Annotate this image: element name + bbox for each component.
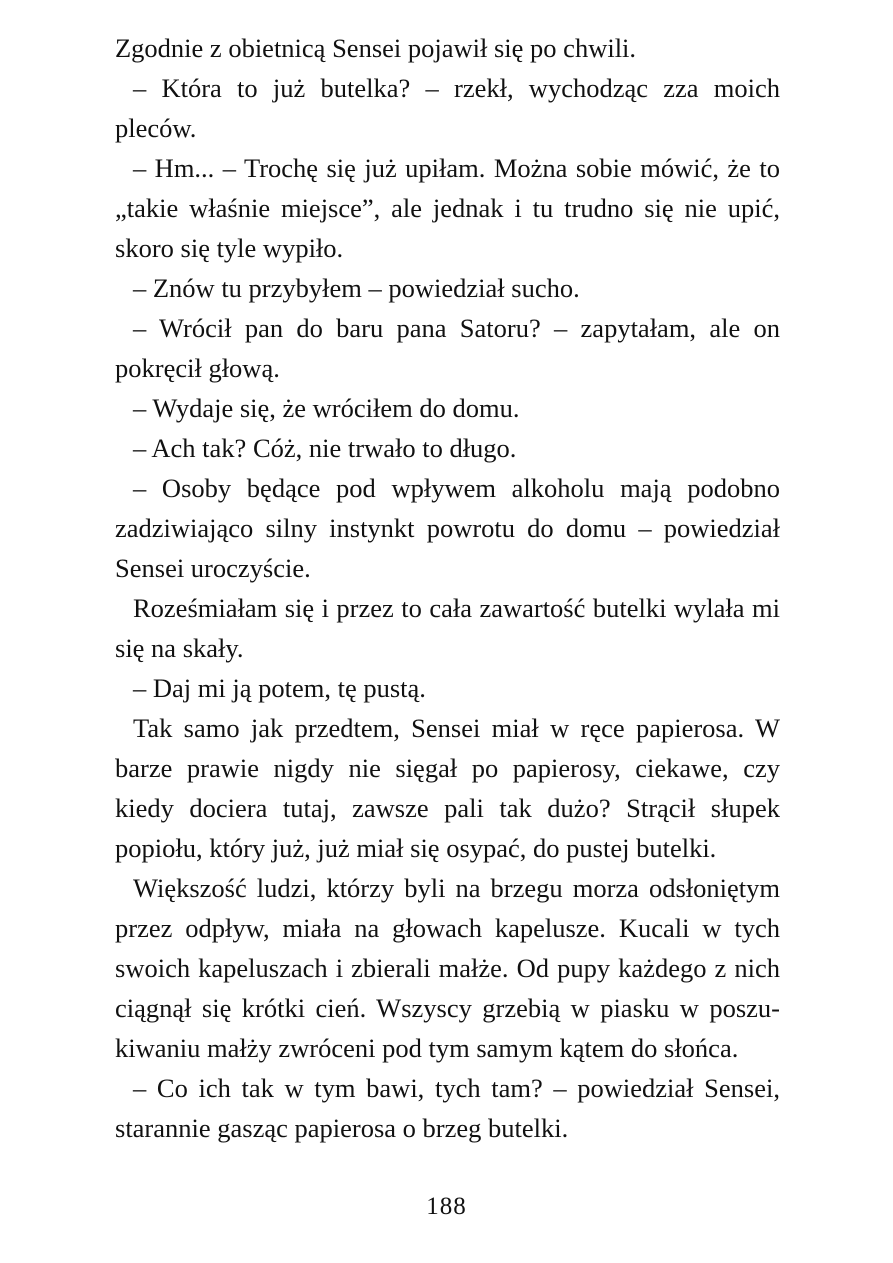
paragraph-13: – Co ich tak w tym bawi, tych tam? – powiedział Sensei, starannie gasząc papierosa o brzeg butelki.	[115, 1073, 780, 1143]
paragraph-4: – Znów tu przybyłem – powiedział sucho.	[133, 273, 580, 303]
paragraph-5: – Wrócił pan do baru pana Satoru? – zapytałam, ale on pokręcił głową.	[115, 313, 780, 383]
paragraph-9: Roześmiałam się i przez to cała zawartość butelki wylała mi się na skały.	[115, 593, 780, 663]
page-number: 188	[426, 1193, 467, 1220]
book-page-body	[115, 28, 780, 1148]
paragraph-10: – Daj mi ją potem, tę pustą.	[133, 673, 426, 703]
paragraph-6: – Wydaje się, że wróciłem do domu.	[133, 393, 520, 423]
paragraph-3: – Hm... – Trochę się już upiłam. Można sobie mówić, że to „takie właśnie miejsce”, ale jednak i tu trudno się nie upić, skoro się tyle wypiło.	[115, 153, 780, 263]
paragraph-2: – Która to już butelka? – rzekł, wychodząc zza moich pleców.	[115, 73, 780, 143]
paragraph-12: Większość ludzi, którzy byli na brzegu morza odsłoniętym przez odpływ, miała na głowach kapelusze. Kucali w tych swoich kapeluszach i zbierali małże. Od pupy każdego z nich ciągnął się krótki cień. Wszyscy grzebią w piasku w poszukiwaniu małży zwróceni pod tym samym kątem do słońca.	[115, 873, 780, 1063]
paragraph-11: Tak samo jak przedtem, Sensei miał w ręce papierosa. W barze prawie nigdy nie sięgał po papierosy, ciekawe, czy kiedy dociera tutaj, zawsze pali tak dużo? Strącił słupek popiołu, który już, już miał się osypać, do pustej butelki.	[115, 713, 780, 863]
paragraph-7: – Ach tak? Cóż, nie trwało to długo.	[133, 433, 517, 463]
paragraph-8: – Osoby będące pod wpływem alkoholu mają podobno zadziwiająco silny instynkt powrotu do domu – powiedział Sensei uroczyście.	[115, 473, 780, 583]
paragraph-1: Zgodnie z obietnicą Sensei pojawił się po chwili.	[115, 33, 637, 63]
